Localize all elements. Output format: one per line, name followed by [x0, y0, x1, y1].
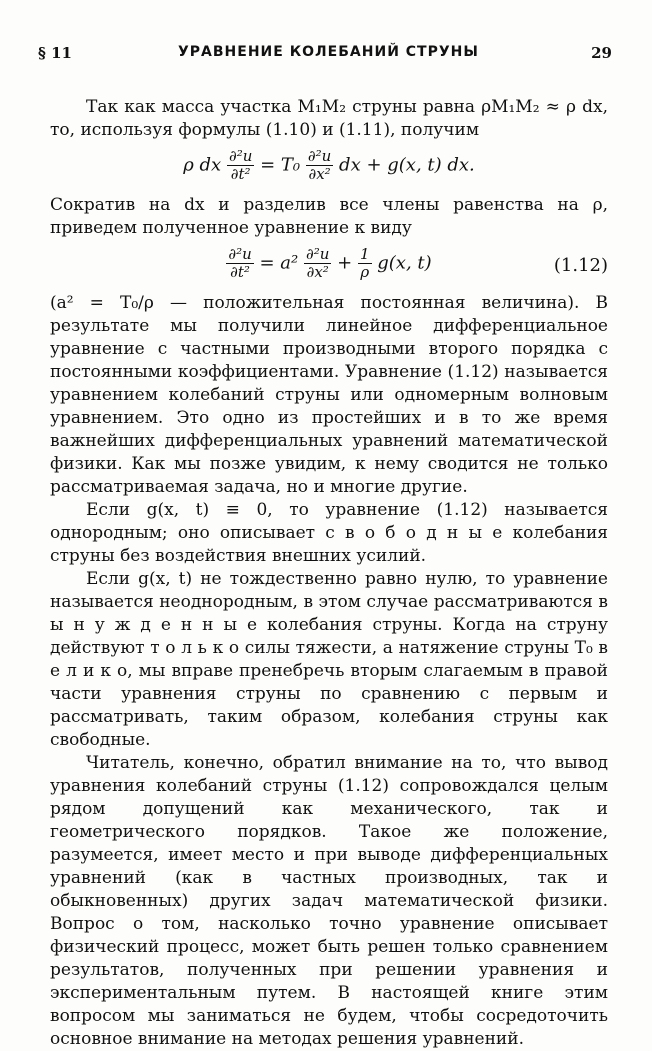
- paragraph-1: Так как масса участка M₁M₂ струны равна ρM₁M₂ ≈ ρ dx, то, используя формулы (1.10) и (1.11), получим: [50, 97, 608, 140]
- eq2-plus: +: [337, 252, 353, 274]
- paragraph-2: Сократив на dx и разделив все члены равенства на ρ, приведем полученное уравнение к виду: [50, 195, 608, 238]
- fraction-1-rho: [358, 246, 372, 281]
- fraction-denominator: ∂t²: [230, 165, 251, 183]
- running-title: УРАВНЕНИЕ КОЛЕБАНИЙ СТРУНЫ: [178, 44, 479, 60]
- fraction-d2u-dt2: [226, 246, 253, 281]
- fraction-numerator: ∂²u: [307, 147, 332, 165]
- equation-1-12: [50, 246, 608, 286]
- page-number: 29: [591, 44, 612, 62]
- paragraph-4: Если g(x, t) ≡ 0, то уравнение (1.12) называется однородным; оно описывает с в о б о д н ы е колебания струны без воздействия внешних усилий.: [50, 500, 608, 566]
- section-marker: § 11: [38, 44, 72, 62]
- eq2-equals: = a²: [259, 252, 299, 274]
- fraction-numerator: 1: [359, 245, 370, 263]
- equation-number: (1.12): [553, 255, 608, 276]
- equation-1: [50, 148, 608, 188]
- fraction-denominator: ∂x²: [308, 165, 331, 183]
- fraction-numerator: ∂²u: [228, 245, 252, 263]
- paragraph-6: Читатель, конечно, обратил внимание на то, что вывод уравнения колебаний струны (1.12) сопровождался целым рядом допущений как механического, так и геометрического порядков. Такое же положение, разумеется, имеет место и при выводе дифференциальных уравнений (как в частных производных, так и обыкновенных) других задач математической физики. Вопрос о том, насколько точно уравнение описывает физический процесс, может быть решен только сравнением результатов, полученных при решении уравнения и экспериментальным путем. В настоящей книге этим вопросом мы заниматься не будем, чтобы сосредоточить основное внимание на методах решения уравнений.: [50, 753, 608, 1049]
- eq1-mid: = T₀: [260, 154, 301, 176]
- fraction-d2u-dx2: [304, 246, 331, 281]
- fraction-numerator: ∂²u: [305, 245, 330, 263]
- fraction-denominator: ∂x²: [306, 263, 329, 281]
- paragraph-5: Если g(x, t) не тождественно равно нулю, то уравнение называется неоднородным, в этом случае рассматриваются в ы н у ж д е н н ы е колебания струны. Когда на струну действуют т о л ь к о силы тяжести, а натяжение струны T₀ в е л и к о, мы вправе пренебречь вторым слагаемым в правой части уравнения струны по сравнению с первым и рассматривать, таким образом, колебания струны как свободные.: [50, 569, 608, 750]
- fraction-numerator: ∂²u: [228, 147, 253, 165]
- fraction-denominator: ∂t²: [230, 263, 250, 281]
- eq1-left: ρ dx: [183, 154, 222, 176]
- paragraph-3: (a² = T₀/ρ — положительная постоянная величина). В результате мы получили линейное дифференциальное уравнение с частными производными второго порядка с постоянными коэффициентами. Уравнение (1.12) называется уравнением колебаний струны или одномерным волновым уравнением. Это одно из простейших и в то же время важнейших дифференциальных уравнений математической физики. Как мы позже увидим, к нему сводится не только рассматриваемая задача, но и многие другие.: [50, 293, 608, 497]
- page-body: [50, 96, 608, 1051]
- fraction-d2u-dt2: [227, 148, 254, 183]
- eq2-tail: g(x, t): [377, 252, 432, 274]
- eq1-right: dx + g(x, t) dx.: [339, 154, 475, 176]
- running-header: [38, 44, 612, 66]
- fraction-denominator: ρ: [360, 263, 370, 281]
- fraction-d2u-dx2: [306, 148, 333, 183]
